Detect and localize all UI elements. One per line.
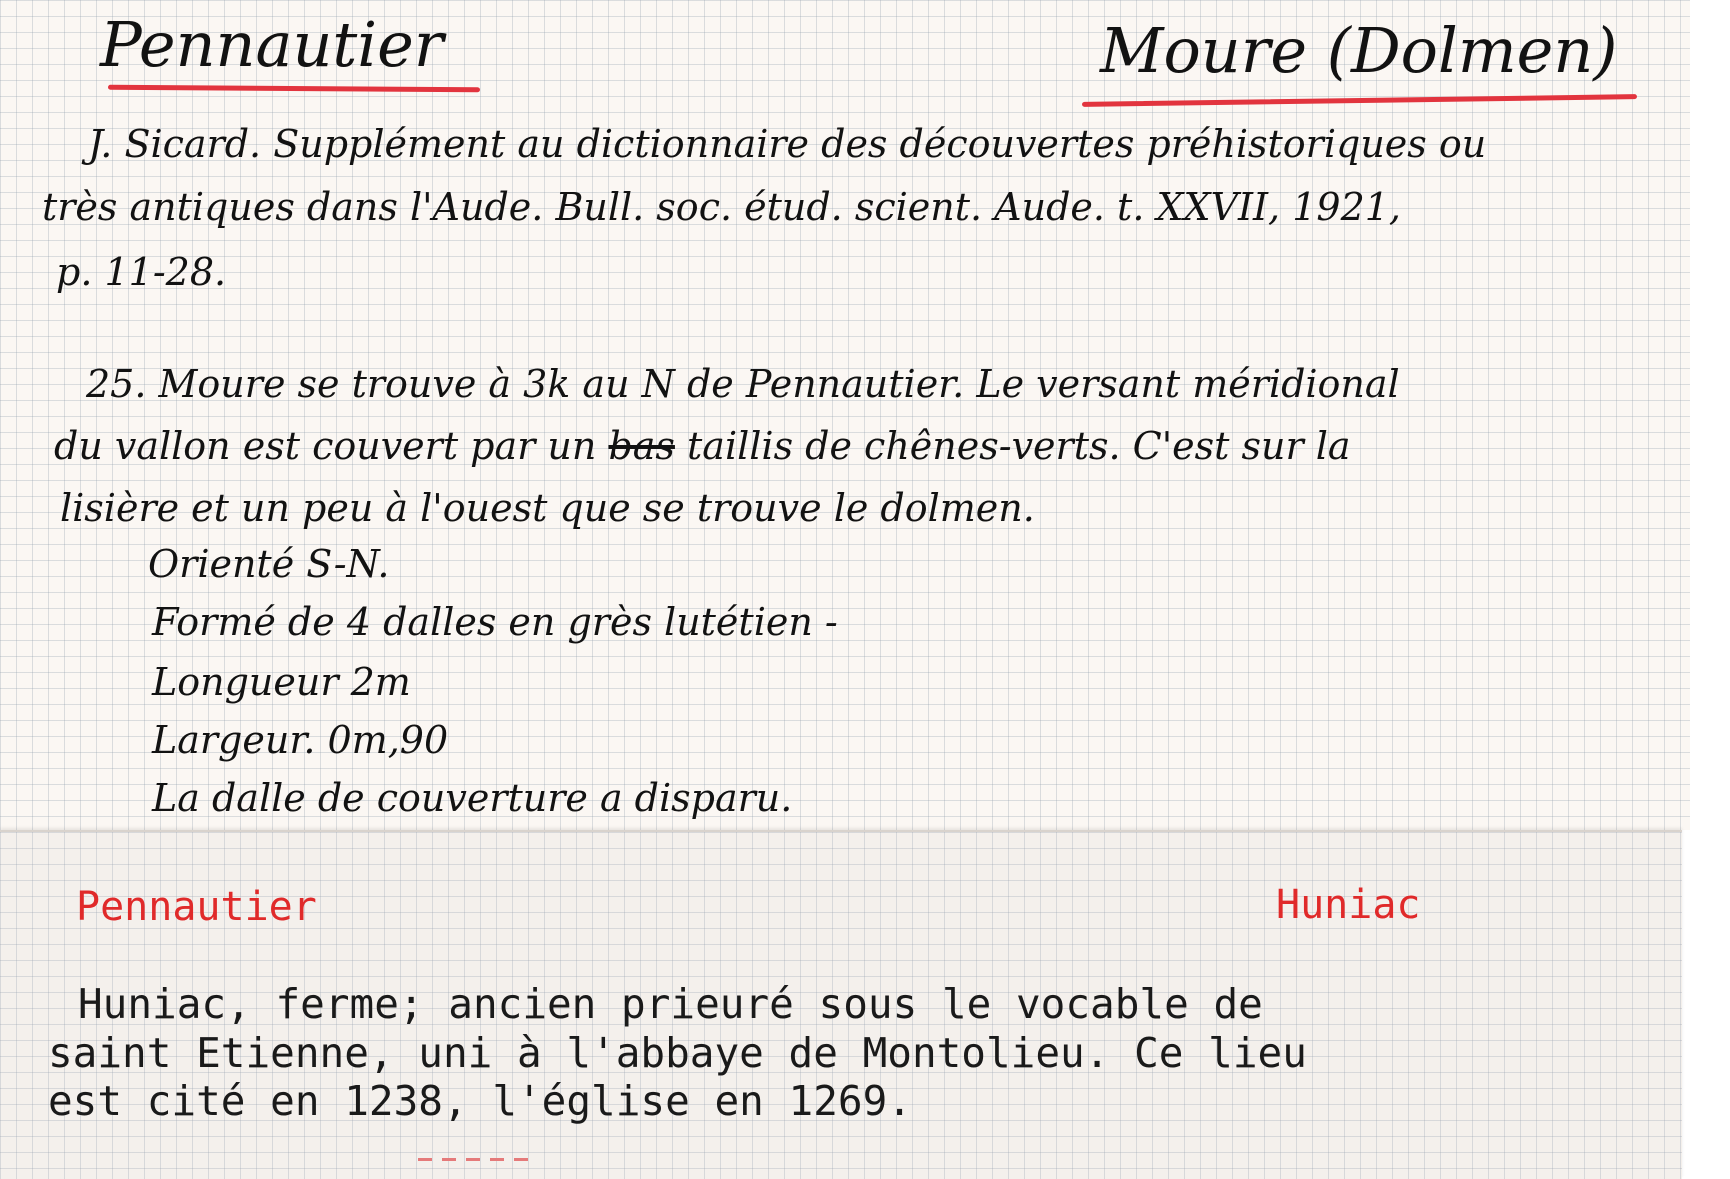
handwritten-line: Longueur 2m (152, 660, 411, 704)
handwritten-text: taillis de chênes-verts. C'est sur la (687, 424, 1351, 468)
handwritten-title-left: Pennautier (100, 8, 444, 81)
struck-out-word: bas (608, 424, 675, 468)
typed-line: saint Etienne, uni à l'abbaye de Montolieu. Ce lieu (48, 1029, 1307, 1077)
handwritten-line: J. Sicard. Supplément au dictionnaire des découvertes préhistoriques ou (88, 122, 1487, 166)
red-dash-mark (418, 1158, 528, 1161)
handwritten-line: Largeur. 0m,90 (152, 718, 449, 762)
typed-line: Huniac, ferme; ancien prieuré sous le vocable de (78, 980, 1263, 1028)
handwritten-text: du vallon est couvert par un (54, 424, 597, 468)
handwritten-title-right: Moure (Dolmen) (1100, 14, 1618, 87)
typed-line: est cité en 1238, l'église en 1269. (48, 1077, 912, 1125)
typed-heading-right: Huniac (1276, 882, 1421, 928)
handwritten-line: lisière et un peu à l'ouest que se trouve le dolmen. (60, 486, 1035, 530)
handwritten-line: p. 11-28. (56, 250, 227, 294)
handwritten-line: 25. Moure se trouve à 3k au N de Pennautier. Le versant méridional (86, 362, 1400, 406)
handwritten-line: La dalle de couverture a disparu. (152, 776, 793, 820)
handwritten-line: Formé de 4 dalles en grès lutétien - (152, 600, 838, 644)
handwritten-line (54, 424, 1351, 468)
handwritten-line: Orienté S-N. (148, 542, 390, 586)
handwritten-line: très antiques dans l'Aude. Bull. soc. étud. scient. Aude. t. XXVII, 1921, (42, 185, 1402, 229)
scan-margin (1690, 0, 1730, 1177)
typed-heading-left: Pennautier (76, 884, 317, 930)
